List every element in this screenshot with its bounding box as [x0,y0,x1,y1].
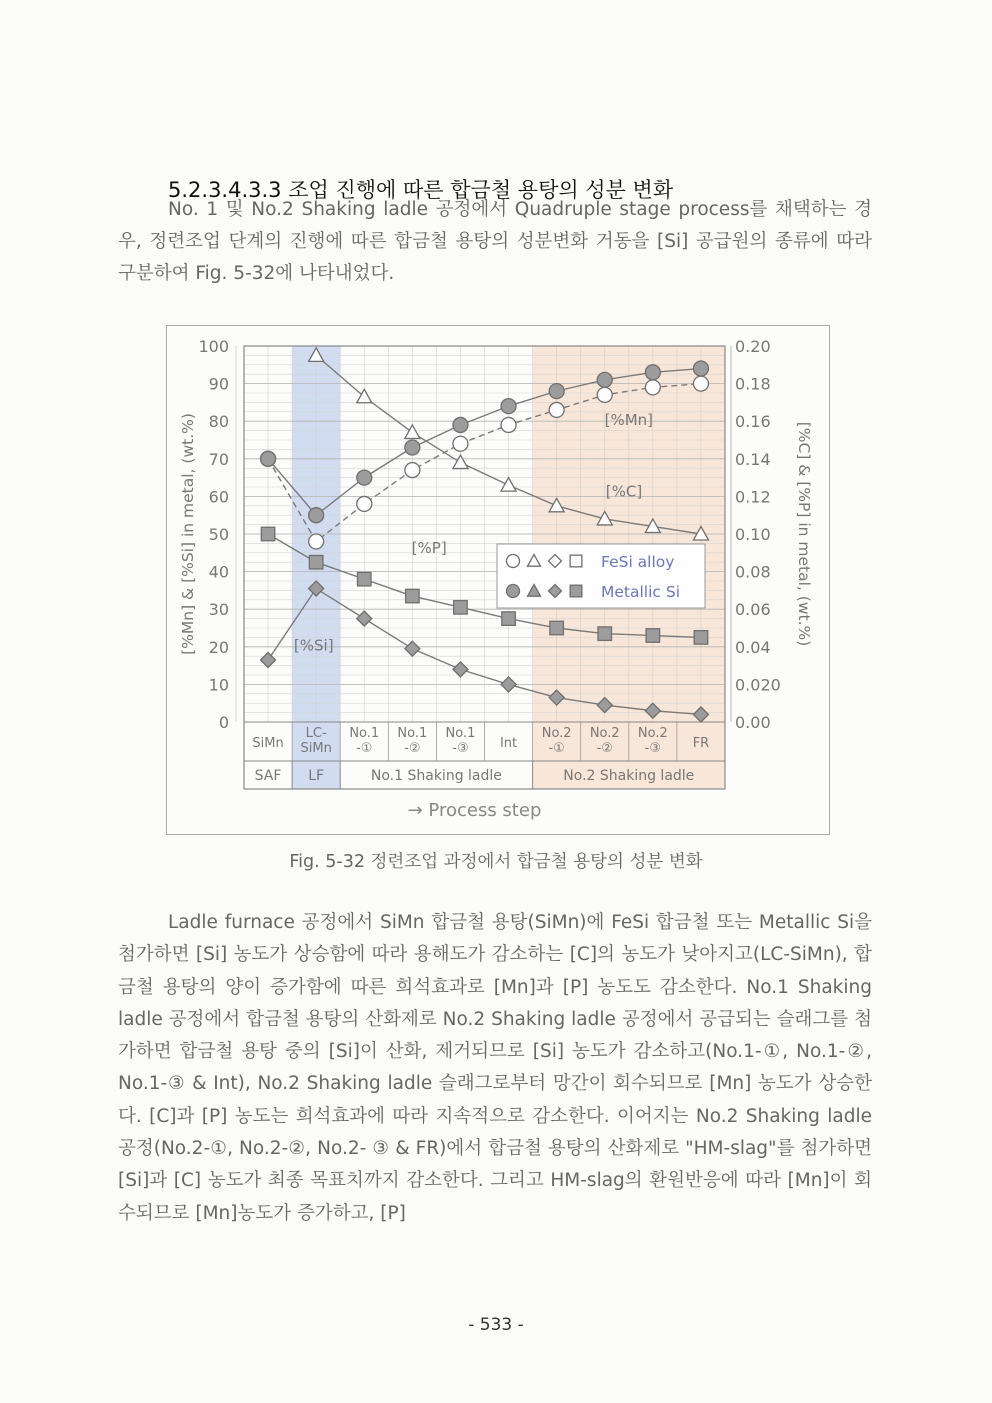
category-label: -① [356,741,373,756]
annotation-label-0: [%Mn] [604,410,654,429]
annotation-label-1: [%C] [605,482,643,501]
right-tick-label: 0.18 [735,374,771,394]
stage-label-3: No.2 Shaking ladle [563,768,695,784]
x-axis-title: → Process step [407,800,542,821]
category-label: FR [692,736,710,751]
series-0-point [453,436,468,451]
category-label: LC- [305,726,327,741]
legend-marker [507,585,520,598]
left-tick-label: 50 [208,525,229,544]
left-tick-label: 60 [208,487,229,507]
left-tick-label: 20 [208,637,229,657]
series-0-point [357,496,372,511]
series-1-point [453,417,468,432]
left-tick-label: 80 [208,412,229,432]
series-1-point [405,440,420,455]
category-label: -③ [452,741,469,756]
series-4-point [405,641,420,656]
legend-marker [570,585,582,597]
series-1-point [645,365,660,380]
category-label: No.1 [349,726,380,741]
intro-paragraph: No. 1 및 No.2 Shaking ladle 공정에서 Quadruple stage process를 채택하는 경우, 정련조업 단계의 진행에 따른 합금철 용탕의 성분변화 거동을 [Si] 공급원의 종류에 따라 구분하여 Fig. 5-32에 나타내었다. [118,199,872,284]
series-3-point [502,612,516,626]
legend-marker [507,555,520,568]
series-1-point [309,508,324,523]
right-tick-label: 0.04 [735,637,771,657]
series-2-point [405,425,420,439]
left-tick-label: 10 [208,675,229,695]
series-2-point [453,455,468,469]
series-2-point [501,478,516,492]
series-0-point [549,402,564,417]
right-tick-label: 0.14 [735,449,771,469]
series-1-point [261,451,276,466]
left-tick-label: 100 [198,337,229,356]
category-label: No.1 [397,726,428,741]
category-label: -② [404,741,421,756]
series-1-point [693,361,708,376]
series-2-point [357,389,372,403]
annotation-label-2: [%P] [411,538,447,557]
series-0-point [645,380,660,395]
series-3-point [309,555,323,569]
category-label: SiMn [252,736,284,751]
category-label: -① [548,741,565,756]
series-0-point [309,534,324,549]
series-3-point [406,589,420,603]
legend-label-1: Metallic Si [601,583,680,601]
series-4-point [501,677,516,692]
legend-marker [570,555,582,567]
left-tick-label: 30 [208,600,229,620]
stage-label-0: SAF [254,768,282,784]
right-tick-label: 0.20 [735,337,771,356]
series-4-point [357,611,372,626]
series-3-point [358,572,372,586]
right-tick-label: 0.020 [735,675,781,695]
category-label: No.2 [541,726,572,741]
series-3-point [646,629,660,643]
series-3-point [598,627,612,641]
left-tick-label: 70 [208,449,229,469]
left-tick-label: 40 [208,562,229,582]
annotation-label-3: [%Si] [293,636,334,655]
left-axis-title: [%Mn] & [%Si] in metal, (wt.%) [179,413,197,655]
stage-label-1: LF [308,768,325,784]
series-3-point [694,631,708,645]
series-1-point [597,372,612,387]
section-heading: 5.2.3.4.3.3 조업 진행에 따른 합금철 용탕의 성분 변화 [168,178,674,203]
right-tick-label: 0.10 [735,525,771,544]
series-0-point [501,417,516,432]
right-tick-label: 0.06 [735,600,771,620]
figure-caption: Fig. 5-32 정련조업 과정에서 합금철 용탕의 성분 변화 [289,852,703,872]
category-label: -③ [644,741,662,756]
legend-label-0: FeSi alloy [601,553,675,571]
category-label: No.2 [637,726,668,741]
series-3-point [550,621,564,635]
page-number: - 533 - [468,1315,524,1335]
figure-frame [166,325,830,835]
left-tick-label: 0 [218,713,229,732]
series-4-point [261,652,276,667]
series-0-point [405,463,420,478]
series-1-point [501,399,516,414]
category-label: SiMn [300,741,332,756]
right-tick-label: 0.12 [735,487,771,507]
right-tick-label: 0.08 [735,562,771,582]
series-1-point [357,470,372,485]
composition-chart [167,326,829,834]
category-label: Int [499,736,518,751]
left-tick-label: 90 [208,374,229,394]
stage-label-2: No.1 Shaking ladle [370,768,502,784]
series-0-point [597,387,612,402]
right-axis-title: [%C] & [%P] in metal, (wt.%) [795,421,813,647]
right-tick-label: 0.00 [735,713,771,732]
series-4-point [453,662,468,677]
series-3-point [261,527,275,541]
category-label: No.2 [589,726,620,741]
category-label: -② [596,741,613,756]
series-0-point [693,376,708,391]
body-paragraph: Ladle furnace 공정에서 SiMn 합금철 용탕(SiMn)에 FeSi 합금철 또는 Metallic Si을 첨가하면 [Si] 농도가 상승함에 따라 용해도가 감소하는 [C]의 농도가 낮아지고(LC-SiMn), 합금철 용탕의 양이 증가함에 따른 희석효과로 [Mn]과 [P] 농도도 감소한다. No.1 Shaking ladle 공정에서 합금철 용탕의 산화제로 No.2 Shaking ladle 공정에서 공급되는 슬래그를 첨가하면 합금철 용탕 중의 [Si]이 산화, 제거되므로 [Si] 농도가 감소하고(No.1-①, No.1-②, No.1-③ & Int), No.2 Shaking ladle 슬래그로부터 망간이 회수되므로 [Mn] 농도가 상승한다. [C]과 [P] 농도는 희석효과에 따라 지속적으로 감소한다. 이어지는 No.2 Shaking ladle 공정(No.2-①, No.2-②, No.2- ③ & FR)에서 합금철 용탕의 산화제로 "HM-slag"를 첨가하면 [Si]과 [C] 농도가 최종 목표치까지 감소한다. 그리고 HM-slag의 환원반응에 따라 [Mn]이 회수되므로 [Mn]농도가 증가하고, [P] [118,912,872,1224]
series-1-point [549,384,564,399]
series-3-point [454,601,468,615]
right-tick-label: 0.16 [735,412,771,432]
category-label: No.1 [445,726,476,741]
